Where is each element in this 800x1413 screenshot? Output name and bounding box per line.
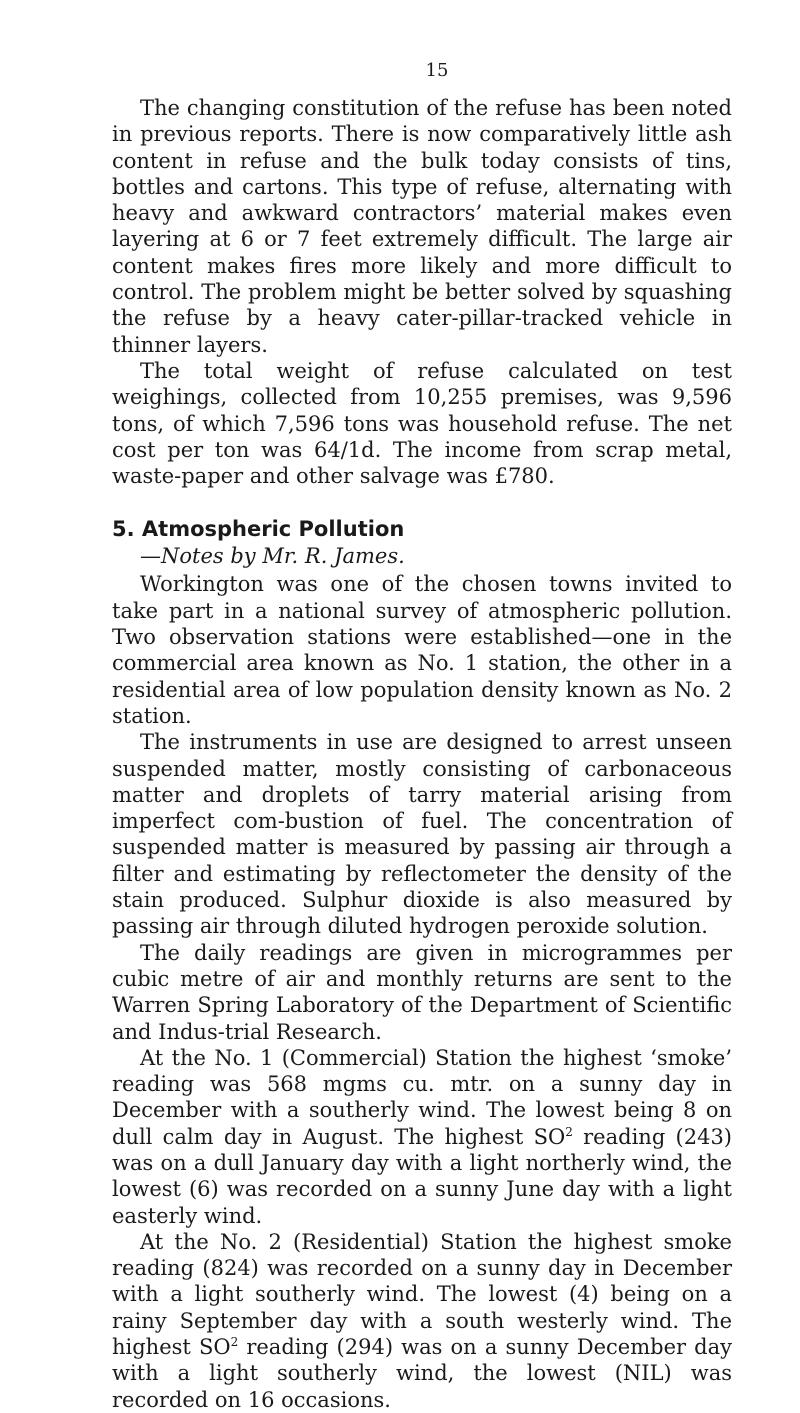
paragraph-refuse-weight: The total weight of refuse calculated on test weighings, collected from 10,255 premises, was 9,596 tons, of which 7,596 tons was household refuse. The net cost per ton was 64/1d. The income from scrap metal, waste-paper and other salvage was £780. — [112, 358, 732, 489]
paragraph-survey: Workington was one of the chosen towns invited to take part in a national survey of atmospheric pollution. Two observation stations were established—one in the commercial area known as No. 1 station, the other in a residential area of low population density known as No. 2 station. — [112, 572, 732, 728]
station-1-superscript: 2 — [565, 1124, 573, 1139]
section-heading: 5. Atmospheric Pollution — [112, 517, 405, 542]
station-1-text-b: reading (243) was on a dull January day with a light northerly wind, the lowest (6) was recorded on a sunny June day with a light easterly wind. — [112, 1124, 732, 1228]
document-page — [112, 60, 732, 1413]
paragraph-instruments: The instruments in use are designed to arrest unseen suspended matter, mostly consisting of carbonaceous matter and droplets of tarry material arising from imperfect com-bustion of fuel. The concentration of suspended matter is measured by passing air through a filter and estimating by reflectometer the density of the stain produced. Sulphur dioxide is also measured by passing air through diluted hydrogen peroxide solution. — [112, 730, 732, 939]
paragraph-station-1 — [112, 1045, 732, 1229]
station-2-text-b: reading (294) was on a sunny December day with a light southerly wind, the lowest (NIL) was recorded on 16 occasions. — [112, 1335, 732, 1412]
page-number: 15 — [425, 60, 449, 81]
section-byline: —Notes by Mr. R. James. — [140, 544, 405, 569]
paragraph-refuse-constitution: The changing constitution of the refuse has been noted in previous reports. There is now comparatively little ash content in refuse and the bulk today consists of tins, bottles and cartons. This type of refuse, alternating with heavy and awkward contractors’ material makes even layering at 6 or 7 feet extremely difficult. The large air content makes fires more likely and more difficult to control. The problem might be better solved by squashing the refuse by a heavy cater-pillar-tracked vehicle in thinner layers. — [112, 96, 732, 357]
station-1-text-a: At the No. 1 (Commercial) Station the highest ‘smoke’ reading was 568 mgms cu. mtr. on a sunny day in December with a southerly wind. The lowest being 8 on dull calm day in August. The highest SO — [112, 1045, 732, 1149]
station-2-text-a: At the No. 2 (Residential) Station the highest smoke reading (824) was recorded on a sunny day in December with a light southerly wind. The lowest (4) being on a rainy September day with a south westerly wind. The highest SO — [112, 1229, 732, 1360]
paragraph-station-2 — [112, 1229, 732, 1413]
station-2-superscript: 2 — [230, 1335, 239, 1350]
paragraph-daily-readings: The daily readings are given in microgrammes per cubic metre of air and monthly returns are sent to the Warren Spring Laboratory of the Department of Scientific and Indus-trial Research. — [112, 940, 732, 1044]
